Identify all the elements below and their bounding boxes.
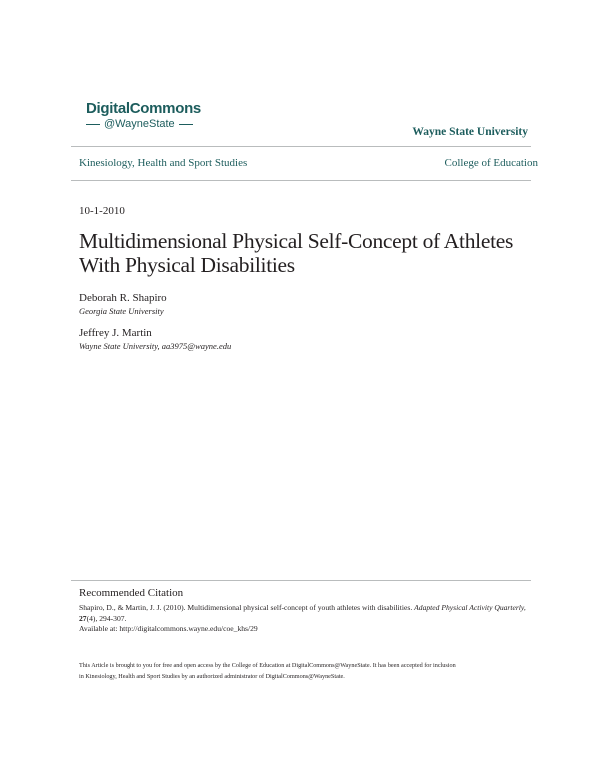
logo-subtitle-text: @WayneState bbox=[104, 118, 175, 130]
top-divider bbox=[71, 146, 531, 147]
logo-subtitle bbox=[86, 118, 236, 131]
recommended-citation-heading: Recommended Citation bbox=[79, 587, 184, 599]
digitalcommons-logo[interactable] bbox=[86, 101, 236, 131]
department-link[interactable]: Kinesiology, Health and Sport Studies bbox=[79, 157, 248, 169]
logo-wordmark: DigitalCommons bbox=[86, 100, 201, 117]
footer-line: in Kinesiology, Health and Sport Studies by an authorized administrator of DigitalCommons@WayneState. bbox=[79, 673, 345, 680]
author-name: Jeffrey J. Martin bbox=[79, 327, 152, 339]
citation-issue-pages: (4), 294-307. bbox=[86, 613, 127, 623]
citation-volume: 27 bbox=[79, 613, 87, 623]
nav-divider bbox=[71, 180, 531, 181]
footer-notice bbox=[79, 660, 539, 682]
citation-divider bbox=[71, 580, 531, 581]
university-link[interactable]: Wayne State University bbox=[412, 126, 528, 138]
citation-url[interactable]: Available at: http://digitalcommons.wayne.edu/coe_khs/29 bbox=[79, 624, 258, 633]
author-name: Deborah R. Shapiro bbox=[79, 292, 167, 304]
citation-journal: Adapted Physical Activity Quarterly, bbox=[414, 603, 526, 612]
article-title: Multidimensional Physical Self-Concept of Athletes With Physical Disabilities bbox=[79, 229, 514, 277]
publication-date: 10-1-2010 bbox=[79, 205, 125, 217]
citation-main: Shapiro, D., & Martin, J. J. (2010). Multidimensional physical self-concept of youth athletes with disabilities. bbox=[79, 603, 413, 612]
logo-dash-right bbox=[179, 124, 193, 125]
author-affiliation: Wayne State University, aa3975@wayne.edu bbox=[79, 341, 232, 351]
college-link[interactable]: College of Education bbox=[444, 157, 538, 169]
logo-dash-left bbox=[86, 124, 100, 125]
author-affiliation: Georgia State University bbox=[79, 306, 164, 316]
citation-text bbox=[79, 603, 539, 635]
footer-line: This Article is brought to you for free and open access by the College of Education at DigitalCommons@WayneState. It has been accepted for inclusion bbox=[79, 662, 456, 669]
